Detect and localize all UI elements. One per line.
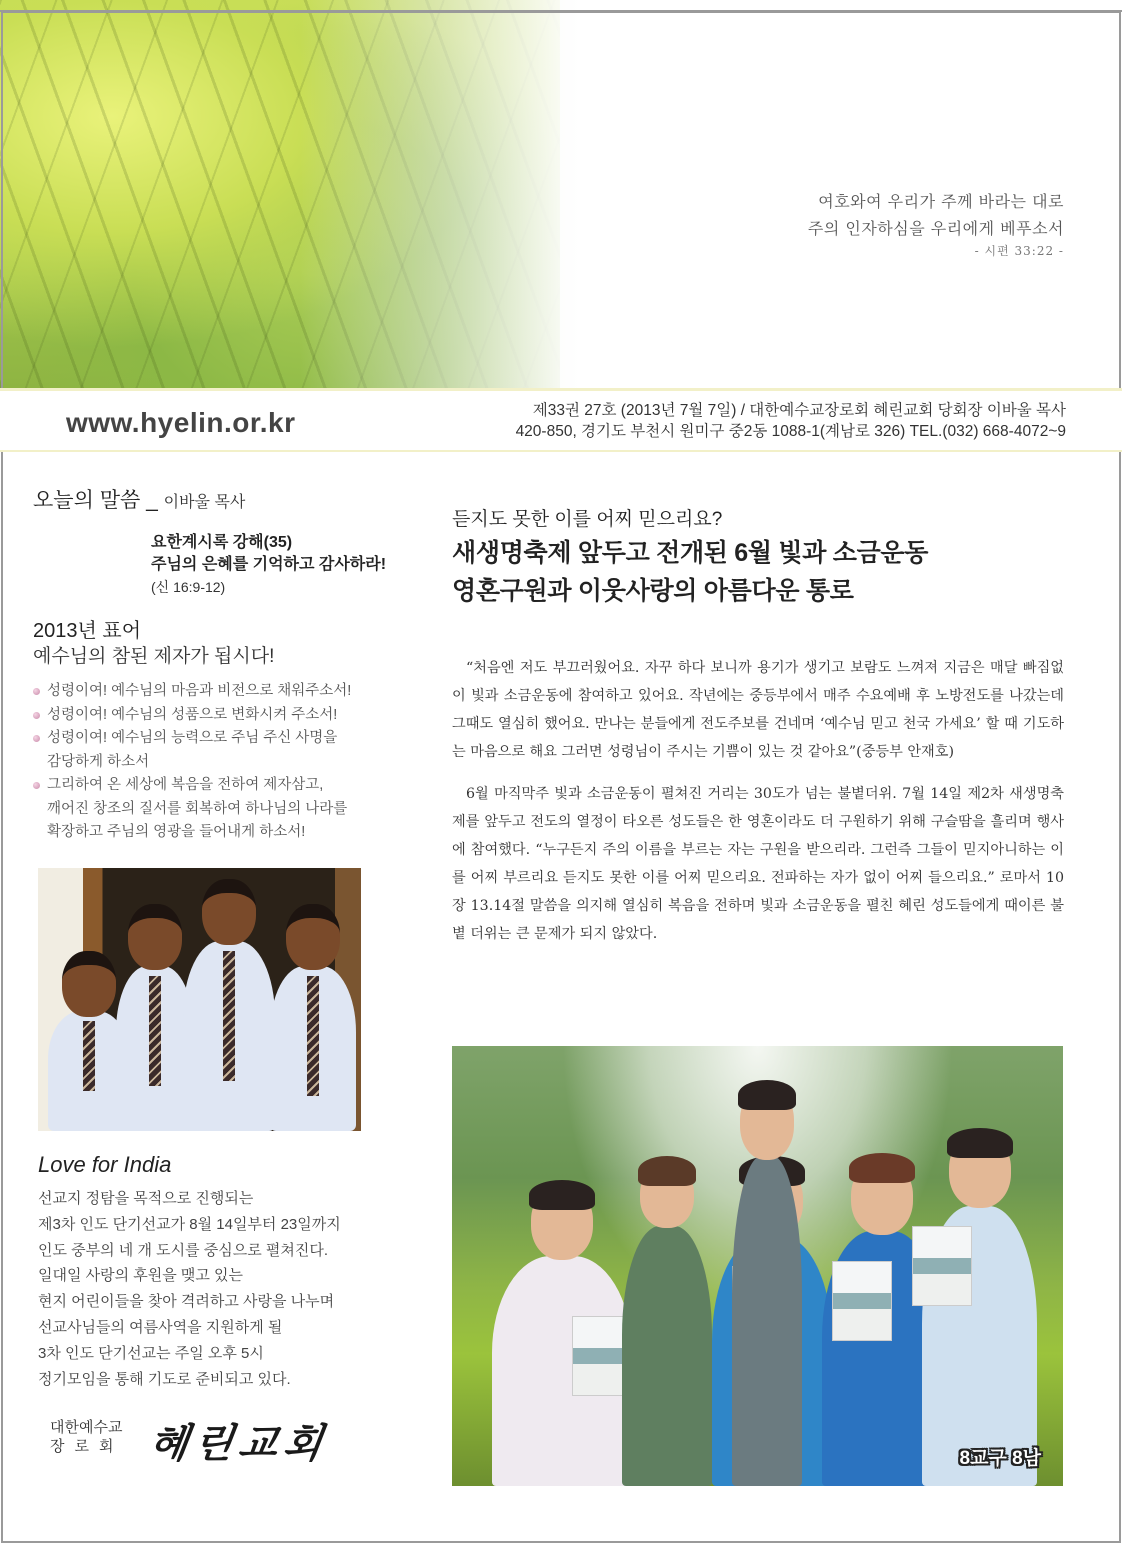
child-figure — [183, 941, 275, 1131]
child-figure — [270, 966, 356, 1131]
sermon-heading: 오늘의 말씀 _ — [33, 489, 164, 512]
person-figure — [732, 1156, 802, 1486]
logo-denomination: 대한예수교 — [50, 1418, 123, 1436]
masthead-band — [0, 388, 1122, 452]
sermon-preacher: 이바울 목사 — [163, 494, 246, 511]
person-figure — [492, 1256, 632, 1486]
verse-line-1: 여호와여 우리가 주께 바라는 대로 — [818, 192, 1064, 211]
prayer-item: 성령이여! 예수님의 능력으로 주님 주신 사명을 감당하게 하소서 — [33, 727, 413, 774]
issue-line: 제33권 27호 (2013년 7월 7일) / 대한예수교장로회 혜린교회 당회장 이바울 목사 — [532, 402, 1066, 419]
sermon-series: 요한계시록 강해(35) — [151, 534, 293, 551]
address-line: 420-850, 경기도 부천시 원미구 중2동 1088-1(계남로 326) TEL.(032) 668-4072~9 — [515, 423, 1066, 440]
love-for-india-title: Love for India — [38, 1152, 172, 1177]
verse-reference: - 시편 33:22 - — [974, 244, 1064, 258]
verse-line-2: 주의 인자하심을 우리에게 베푸소서 — [807, 219, 1064, 238]
sermon-block — [151, 532, 413, 598]
article-paragraph: “처음엔 저도 부끄러웠어요. 자꾸 하다 보니까 용기가 생기고 보람도 느껴져 지금은 매달 빠짐없이 빛과 소금운동에 참여하고 있어요. 작년에는 중등부에서 매주 수요예배 후 노방전도를 나갔는데 그때도 열심히 했어요. 만나는 분들에게 전도주보를 건네며 ‘예수님 믿고 천국 가세요’ 할 때 기도하는 마음으로 해요 그러면 성령님이 주시는 기쁨이 있는 것 같아요”(중등부 안재호) — [452, 660, 1064, 760]
sermon-section-title — [33, 484, 413, 514]
prayer-list — [33, 680, 413, 845]
motto-title: 2013년 표어 — [33, 620, 142, 642]
prayer-item: 성령이여! 예수님의 성품으로 변화시켜 주소서! — [33, 704, 413, 728]
bullet-icon — [33, 782, 40, 789]
bullet-icon — [33, 735, 40, 742]
india-children-photo — [38, 868, 361, 1131]
photo-caption: 8교구 8남 — [959, 1448, 1041, 1469]
article-headline-1: 새생명축제 앞두고 전개된 6월 빛과 소금운동 — [452, 539, 929, 567]
bullet-icon — [33, 712, 40, 719]
sermon-scripture: (신 16:9-12) — [151, 579, 226, 595]
website-url[interactable]: www.hyelin.or.kr — [66, 407, 296, 438]
article-column — [452, 506, 1064, 948]
left-column — [33, 484, 413, 845]
bullet-icon — [33, 688, 40, 695]
motto-subtitle: 예수님의 참된 제자가 됩시다! — [33, 646, 275, 667]
person-figure — [622, 1226, 712, 1486]
article-headline-2: 영혼구원과 이웃사랑의 아름다운 통로 — [452, 577, 854, 605]
prayer-item: 그리하여 온 세상에 복음을 전하여 제자삼고, 깨어진 창조의 질서를 회복하여 하나님의 나라를 확장하고 주님의 영광을 들어내게 하소서! — [33, 774, 413, 845]
article-paragraph: 6월 마직막주 빛과 소금운동이 펼쳐진 거리는 30도가 넘는 불볕더위. 7월 14일 제2차 새생명축제를 앞두고 전도의 열정이 타오른 성도들은 한 영혼이라도 더 구원하기 위해 구슬땀을 흘리며 행사에 참여했다. “누구든지 주의 이름을 부르는 자는 구원을 받으리라. 그런즉 그들이 믿지아니하는 이를 어찌 부르리요 듣지도 못한 이를 어찌 믿으리요. 전파하는 자가 없이 어찌 들으리요.” 로마서 10장 13.14절 말씀을 의지해 열심히 복음을 전하며 빛과 소금운동을 펼친 혜린 성도들에게 때이른 불볕 더위는 큰 문제가 되지 않았다. — [452, 786, 1064, 942]
love-for-india-body: 선교지 정탐을 목적으로 진행되는 제3차 인도 단기선교가 8월 14일부터 23일까지 인도 중부의 네 개 도시를 중심으로 펼쳐진다. 일대일 사랑의 후원을 맺고 있는 현지 어린이들을 찾아 격려하고 사랑을 나누며 선교사님들의 여름사역을 지원하게 될 3차 인도 단기선교는 주일 오후 5시 정기모임을 통해 기도로 준비되고 있다. — [38, 1190, 341, 1388]
logo-presbytery: 장로회 — [50, 1437, 124, 1455]
issue-info — [516, 400, 1066, 442]
logo-church-name: 혜린교회 — [146, 1420, 332, 1467]
sermon-title: 주님의 은혜를 기억하고 감사하라! — [151, 556, 387, 573]
article-kicker: 듣지도 못한 이를 어찌 믿으리요? — [452, 509, 723, 530]
group-photo — [452, 1046, 1063, 1486]
prayer-item: 성령이여! 예수님의 마음과 비전으로 채워주소서! — [33, 680, 413, 704]
church-logo — [50, 1418, 332, 1467]
